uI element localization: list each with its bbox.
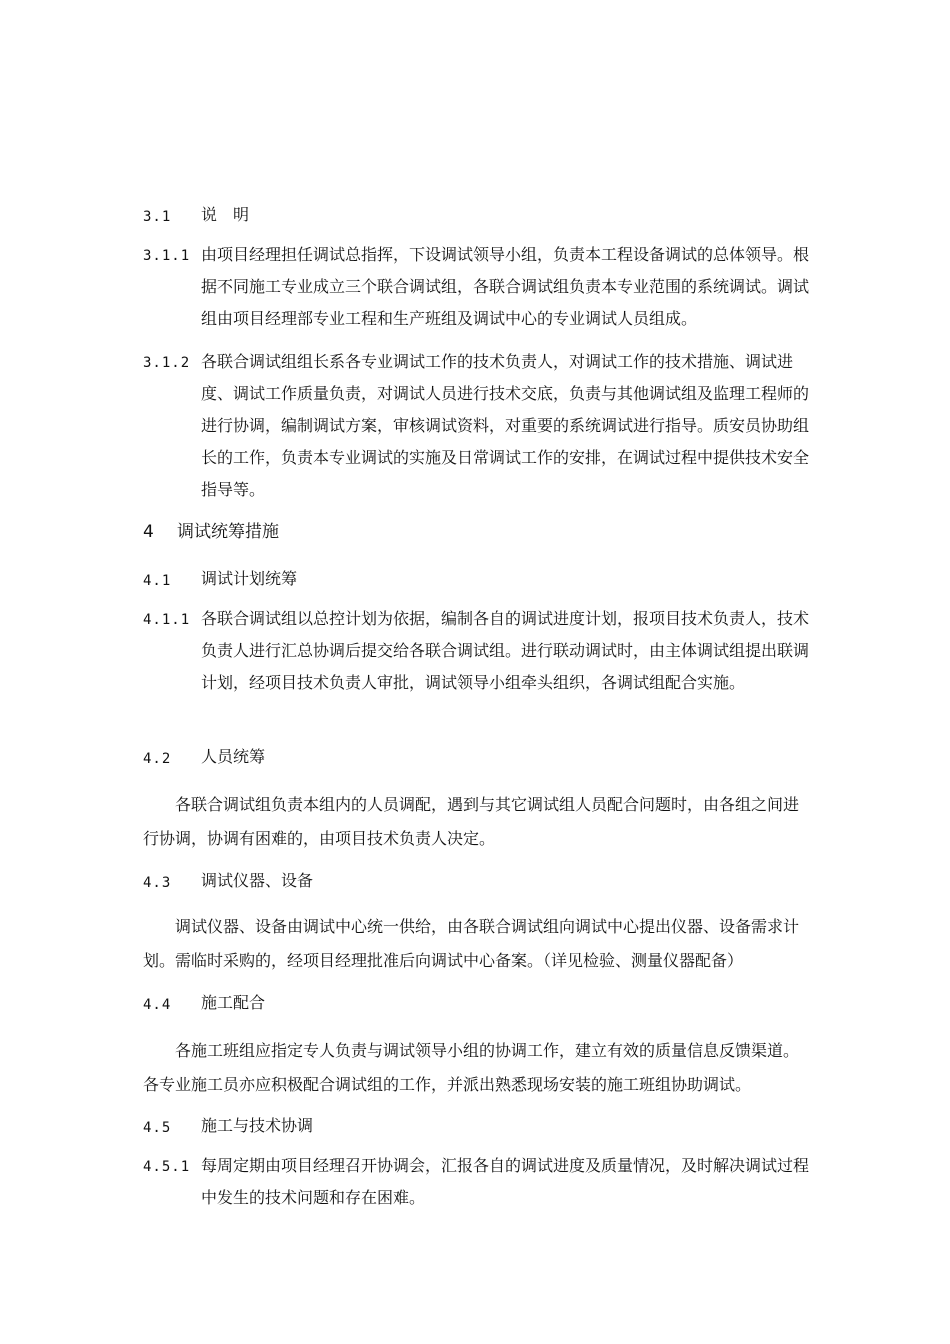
section-title: 调试仪器、设备 bbox=[201, 871, 314, 890]
section-number: 4.4 bbox=[143, 997, 172, 1013]
section-3-1-heading bbox=[143, 207, 811, 225]
section-4-3-heading bbox=[143, 873, 811, 891]
clause-3-1-1 bbox=[143, 239, 811, 335]
clause-text: 各联合调试组以总控计划为依据，编制各自的调试进度计划，报项目技术负责人，技术负责人进行汇总协调后提交给各联合调试组。进行联动调试时，由主体调试组提出联调计划，经项目技术负责人审批，调试领导小组牵头组织，各调试组配合实施。 bbox=[201, 609, 810, 692]
section-number: 4.5 bbox=[143, 1120, 172, 1136]
clause-number: 4.1.1 bbox=[143, 612, 191, 628]
clause-number: 3.1.2 bbox=[143, 355, 191, 371]
section-title: 施工配合 bbox=[201, 993, 266, 1012]
section-4-5-heading bbox=[143, 1118, 811, 1136]
chapter-4-heading bbox=[143, 524, 811, 540]
section-number: 4.3 bbox=[143, 875, 172, 891]
chapter-title: 调试统筹措施 bbox=[177, 522, 279, 542]
paragraph-4-3: 调试仪器、设备由调试中心统一供给，由各联合调试组向调试中心提出仪器、设备需求计划。需临时采购的，经项目经理批准后向调试中心备案。（详见检验、测量仪器配备） bbox=[143, 917, 800, 970]
clause-3-1-2 bbox=[143, 346, 811, 506]
chapter-number: 4 bbox=[143, 522, 154, 542]
paragraph-4-4: 各施工班组应指定专人负责与调试领导小组的协调工作，建立有效的质量信息反馈渠道。各专业施工员亦应积极配合调试组的工作，并派出熟悉现场安装的施工班组协助调试。 bbox=[143, 1041, 800, 1094]
section-number: 3.1 bbox=[143, 209, 172, 225]
section-4-2-heading bbox=[143, 749, 811, 767]
clause-number: 3.1.1 bbox=[143, 248, 191, 264]
clause-text: 各联合调试组组长系各专业调试工作的技术负责人，对调试工作的技术措施、调试进度、调试工作质量负责，对调试人员进行技术交底，负责与其他调试组及监理工程师的进行协调，编制调试方案，审核调试资料，对重要的系统调试进行指导。质安员协助组长的工作，负责本专业调试的实施及日常调试工作的安排，在调试过程中提供技术安全指导等。 bbox=[201, 352, 810, 499]
clause-number: 4.5.1 bbox=[143, 1159, 191, 1175]
section-4-4-heading bbox=[143, 995, 811, 1013]
clause-4-1-1 bbox=[143, 603, 811, 699]
section-title: 人员统筹 bbox=[201, 747, 266, 766]
section-title: 施工与技术协调 bbox=[201, 1116, 314, 1135]
clause-text: 每周定期由项目经理召开协调会，汇报各自的调试进度及质量情况，及时解决调试过程中发生的技术问题和存在困难。 bbox=[201, 1156, 810, 1207]
section-title: 说 明 bbox=[201, 205, 250, 224]
section-title: 调试计划统筹 bbox=[201, 569, 298, 588]
clause-4-5-1 bbox=[143, 1150, 811, 1214]
paragraph-4-2: 各联合调试组负责本组内的人员调配，遇到与其它调试组人员配合问题时，由各组之间进行协调，协调有困难的，由项目技术负责人决定。 bbox=[143, 795, 800, 848]
clause-text: 由项目经理担任调试总指挥，下设调试领导小组，负责本工程设备调试的总体领导。根据不同施工专业成立三个联合调试组，各联合调试组负责本专业范围的系统调试。调试组由项目经理部专业工程和生产班组及调试中心的专业调试人员组成。 bbox=[201, 245, 810, 328]
section-4-1-heading bbox=[143, 571, 811, 589]
section-number: 4.2 bbox=[143, 751, 172, 767]
section-number: 4.1 bbox=[143, 573, 172, 589]
